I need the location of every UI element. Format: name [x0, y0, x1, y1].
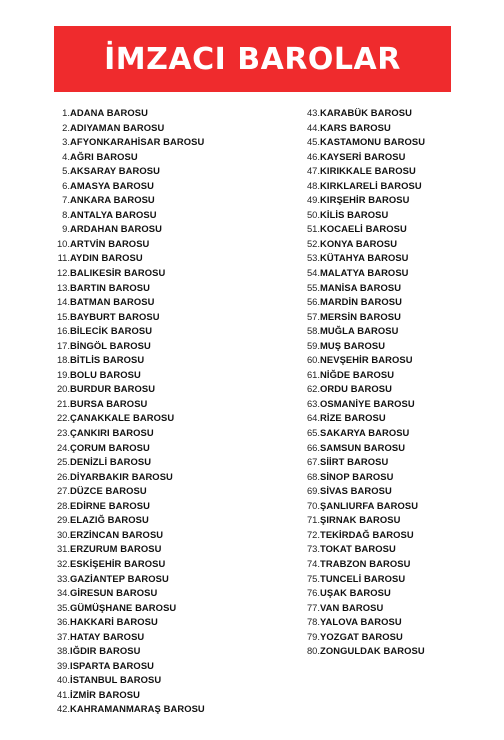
list-item-name: MUŞ BAROSU: [320, 339, 386, 351]
list-item-name: ORDU BAROSU: [320, 383, 392, 395]
list-item: [290, 150, 425, 165]
list-item-name: KASTAMONU BAROSU: [320, 136, 426, 148]
list-item: [290, 121, 425, 136]
list-item: [290, 484, 425, 499]
list-item: [40, 470, 205, 485]
list-item: [290, 208, 425, 223]
list-item-name: TOKAT BAROSU: [320, 543, 396, 555]
list-item-number: 16.: [56, 325, 70, 337]
list-item-name: ÇANKIRI BAROSU: [70, 427, 154, 439]
list-item: [40, 397, 205, 412]
list-item-number: 47.: [306, 165, 320, 177]
list-item-number: 69.: [306, 485, 320, 497]
list-item-name: IĞDIR BAROSU: [70, 645, 141, 657]
list-item-number: 31.: [56, 543, 70, 555]
list-item-number: 17.: [56, 339, 70, 351]
list-item-number: 27.: [56, 485, 70, 497]
list-item-number: 29.: [56, 514, 70, 526]
list-item: [40, 266, 205, 281]
list-item-name: GAZİANTEP BAROSU: [70, 572, 169, 584]
list-item-name: MUĞLA BAROSU: [320, 325, 399, 337]
list-item: [290, 193, 425, 208]
list-item-name: BİLECİK BAROSU: [70, 325, 153, 337]
list-item-name: KOCAELİ BAROSU: [320, 223, 407, 235]
list-item: [40, 324, 205, 339]
list-item-name: BİTLİS BAROSU: [70, 354, 145, 366]
list-item-name: ADANA BAROSU: [70, 107, 148, 118]
list-item-name: ZONGULDAK BAROSU: [320, 645, 425, 657]
list-item: [290, 179, 425, 194]
list-item: [290, 310, 425, 325]
list-item-number: 44.: [306, 121, 320, 133]
list-item-number: 15.: [56, 310, 70, 322]
list-item-name: HAKKARİ BAROSU: [70, 616, 158, 628]
list-item: [290, 441, 425, 456]
list-item-name: BATMAN BAROSU: [70, 296, 155, 308]
list-item-name: VAN BAROSU: [320, 601, 384, 613]
list-item-name: TRABZON BAROSU: [320, 557, 411, 569]
list-item-number: 59.: [306, 339, 320, 351]
list-item: [40, 222, 205, 237]
list-item-number: 53.: [306, 252, 320, 264]
list-item-number: 73.: [306, 543, 320, 555]
list-item-number: 50.: [306, 208, 320, 220]
list-item: [290, 528, 425, 543]
list-item-number: 78.: [306, 616, 320, 628]
list-item: [290, 630, 425, 645]
list-item: [290, 644, 425, 659]
list-item: [40, 601, 205, 616]
list-item: [40, 150, 205, 165]
list-item: [290, 266, 425, 281]
list-item: [40, 528, 205, 543]
list-item-name: KONYA BAROSU: [320, 237, 398, 249]
list-item: [290, 542, 425, 557]
list-item-number: 19.: [56, 368, 70, 380]
list-item-number: 51.: [306, 223, 320, 235]
list-item-number: 7.: [62, 194, 70, 206]
list-item-number: 35.: [56, 601, 70, 613]
list-item-name: ÇANAKKALE BAROSU: [70, 412, 175, 424]
list-item: [290, 368, 425, 383]
list-item-name: İZMİR BAROSU: [70, 688, 140, 700]
list-item-number: 72.: [306, 528, 320, 540]
list-item-name: EDİRNE BAROSU: [70, 499, 150, 511]
list-item-name: KARS BAROSU: [320, 121, 391, 133]
list-item: [290, 135, 425, 150]
list-item-name: KİLİS BAROSU: [320, 208, 389, 220]
list-item-name: MARDİN BAROSU: [320, 296, 403, 308]
list-item: [40, 455, 205, 470]
list-item: [40, 572, 205, 587]
list-item-name: AFYONKARAHİSAR BAROSU: [70, 136, 205, 148]
list-item-name: ANTALYA BAROSU: [70, 208, 157, 220]
list-item: [290, 499, 425, 514]
list-item: [40, 499, 205, 514]
list-item: [40, 426, 205, 441]
list-item-name: BURSA BAROSU: [70, 397, 148, 409]
list-item-number: 21.: [56, 397, 70, 409]
list-item: [40, 237, 205, 252]
list-item-name: RİZE BAROSU: [320, 412, 386, 424]
list-item-number: 49.: [306, 194, 320, 206]
list-item-name: OSMANİYE BAROSU: [320, 397, 415, 409]
list-item-number: 57.: [306, 310, 320, 322]
list-item-name: ELAZIĞ BAROSU: [70, 514, 149, 526]
list-item-number: 23.: [56, 427, 70, 439]
list-item: [40, 106, 205, 121]
list-item: [40, 411, 205, 426]
bar-list-left-column: [40, 106, 205, 717]
list-item: [40, 281, 205, 296]
list-item-name: ADIYAMAN BAROSU: [70, 121, 165, 133]
list-item: [290, 513, 425, 528]
list-item-number: 46.: [306, 150, 320, 162]
list-item-name: SİİRT BAROSU: [320, 456, 389, 468]
list-item-name: GÜMÜŞHANE BAROSU: [70, 601, 177, 613]
list-item-name: ERZURUM BAROSU: [70, 543, 162, 555]
list-item-name: MERSİN BAROSU: [320, 310, 401, 322]
list-item: [40, 441, 205, 456]
list-item-name: SİVAS BAROSU: [320, 485, 392, 497]
list-item-number: 28.: [56, 499, 70, 511]
list-item-number: 3.: [62, 136, 70, 148]
list-item-number: 75.: [306, 572, 320, 584]
list-item-name: KIRŞEHİR BAROSU: [320, 194, 410, 206]
list-item-name: NEVŞEHİR BAROSU: [320, 354, 413, 366]
list-item-name: BAYBURT BAROSU: [70, 310, 160, 322]
list-item: [40, 688, 205, 703]
list-item: [290, 251, 425, 266]
list-item-number: 54.: [306, 267, 320, 279]
title-banner: [54, 26, 451, 92]
list-item-number: 14.: [56, 296, 70, 308]
list-item-name: ISPARTA BAROSU: [70, 659, 155, 671]
list-item-number: 64.: [306, 412, 320, 424]
list-item-number: 12.: [56, 267, 70, 279]
list-item: [290, 572, 425, 587]
list-item-number: 43.: [306, 107, 320, 118]
list-item-number: 34.: [56, 587, 70, 599]
list-item-number: 70.: [306, 499, 320, 511]
list-item: [40, 164, 205, 179]
list-item-name: ARTVİN BAROSU: [70, 237, 150, 249]
list-item: [40, 615, 205, 630]
list-item-number: 60.: [306, 354, 320, 366]
list-item-name: AYDIN BAROSU: [70, 252, 143, 264]
list-item-name: KIRIKKALE BAROSU: [320, 165, 416, 177]
list-item-number: 41.: [56, 688, 70, 700]
list-item: [290, 455, 425, 470]
list-item-name: İSTANBUL BAROSU: [70, 674, 162, 686]
list-item-number: 40.: [56, 674, 70, 686]
list-item-name: KAHRAMANMARAŞ BAROSU: [70, 703, 205, 715]
list-item: [290, 557, 425, 572]
list-item-name: SAMSUN BAROSU: [320, 441, 406, 453]
list-item: [40, 295, 205, 310]
list-item: [40, 121, 205, 136]
list-item-name: ESKİŞEHİR BAROSU: [70, 557, 166, 569]
list-item: [40, 659, 205, 674]
list-item: [40, 702, 205, 717]
list-item-number: 24.: [56, 441, 70, 453]
list-item-number: 10.: [56, 237, 70, 249]
list-item-number: 20.: [56, 383, 70, 395]
list-item-number: 18.: [56, 354, 70, 366]
list-item-name: BİNGÖL BAROSU: [70, 339, 151, 351]
list-item: [290, 339, 425, 354]
list-item-name: BARTIN BAROSU: [70, 281, 150, 293]
list-item-name: MANİSA BAROSU: [320, 281, 402, 293]
list-item-name: TEKİRDAĞ BAROSU: [320, 528, 414, 540]
list-item-name: GİRESUN BAROSU: [70, 587, 158, 599]
list-item-number: 71.: [306, 514, 320, 526]
list-item-number: 38.: [56, 645, 70, 657]
list-item-name: UŞAK BAROSU: [320, 587, 391, 599]
list-item: [290, 353, 425, 368]
list-item: [290, 164, 425, 179]
list-item: [40, 644, 205, 659]
list-item-name: YALOVA BAROSU: [320, 616, 402, 628]
list-item-name: YOZGAT BAROSU: [320, 630, 403, 642]
list-item-number: 56.: [306, 296, 320, 308]
list-item-number: 4.: [62, 150, 70, 162]
list-item-name: KAYSERİ BAROSU: [320, 150, 406, 162]
list-item: [40, 484, 205, 499]
list-item-number: 74.: [306, 557, 320, 569]
list-item: [290, 586, 425, 601]
list-item-name: ANKARA BAROSU: [70, 194, 155, 206]
list-item: [40, 179, 205, 194]
list-item: [290, 281, 425, 296]
list-item-number: 11.: [57, 252, 70, 264]
list-item-name: HATAY BAROSU: [70, 630, 145, 642]
list-item-number: 67.: [306, 456, 320, 468]
list-item-name: NİĞDE BAROSU: [320, 368, 395, 380]
list-item-name: BURDUR BAROSU: [70, 383, 156, 395]
list-item: [290, 382, 425, 397]
list-item: [290, 295, 425, 310]
list-item-number: 32.: [56, 557, 70, 569]
list-item: [40, 251, 205, 266]
list-item-number: 80.: [306, 645, 320, 657]
list-item-number: 76.: [306, 587, 320, 599]
list-item-name: ŞANLIURFA BAROSU: [320, 499, 419, 511]
list-item-name: AMASYA BAROSU: [70, 179, 154, 191]
list-item: [40, 368, 205, 383]
page-title: İMZACI BAROLAR: [104, 41, 401, 77]
list-item: [40, 208, 205, 223]
list-item-number: 26.: [56, 470, 70, 482]
list-item: [290, 470, 425, 485]
list-item-name: KARABÜK BAROSU: [320, 107, 413, 118]
list-item: [290, 615, 425, 630]
list-item-number: 65.: [306, 427, 320, 439]
list-item-number: 8.: [62, 208, 70, 220]
list-item: [40, 630, 205, 645]
list-item-name: KÜTAHYA BAROSU: [320, 252, 409, 264]
list-item-name: DENİZLİ BAROSU: [70, 456, 152, 468]
list-item: [40, 542, 205, 557]
list-item-name: BOLU BAROSU: [70, 368, 141, 380]
list-item-number: 58.: [306, 325, 320, 337]
list-item: [290, 222, 425, 237]
list-item-number: 36.: [56, 616, 70, 628]
list-item-number: 55.: [306, 281, 320, 293]
list-item-name: DÜZCE BAROSU: [70, 485, 147, 497]
list-item-number: 39.: [56, 659, 70, 671]
list-item: [40, 353, 205, 368]
list-item-name: SAKARYA BAROSU: [320, 427, 410, 439]
list-item-name: BALIKESİR BAROSU: [70, 267, 166, 279]
list-item-name: ÇORUM BAROSU: [70, 441, 150, 453]
list-item: [290, 324, 425, 339]
list-item: [40, 557, 205, 572]
list-item-number: 1.: [62, 107, 70, 118]
list-item: [290, 426, 425, 441]
list-item-number: 61.: [306, 368, 320, 380]
list-item-number: 45.: [306, 136, 320, 148]
list-item-number: 5.: [62, 165, 70, 177]
list-item: [40, 339, 205, 354]
list-item-name: AĞRI BAROSU: [70, 150, 138, 162]
list-item-number: 22.: [56, 412, 70, 424]
list-item: [40, 673, 205, 688]
list-item-name: KIRKLARELİ BAROSU: [320, 179, 422, 191]
list-item-number: 52.: [306, 237, 320, 249]
list-item-name: SİNOP BAROSU: [320, 470, 394, 482]
list-item-number: 2.: [62, 121, 70, 133]
list-item-number: 37.: [56, 630, 70, 642]
list-item: [40, 513, 205, 528]
list-item-number: 66.: [306, 441, 320, 453]
list-item-name: ERZİNCAN BAROSU: [70, 528, 164, 540]
list-item: [290, 397, 425, 412]
list-item-name: MALATYA BAROSU: [320, 267, 409, 279]
list-item-name: ARDAHAN BAROSU: [70, 223, 163, 235]
list-item-number: 79.: [306, 630, 320, 642]
list-item-name: ŞIRNAK BAROSU: [320, 514, 401, 526]
list-item: [290, 237, 425, 252]
list-item: [40, 193, 205, 208]
list-item-number: 30.: [56, 528, 70, 540]
list-item-number: 42.: [56, 703, 70, 715]
list-item-number: 25.: [56, 456, 70, 468]
list-item: [290, 601, 425, 616]
list-item: [40, 382, 205, 397]
list-item-name: TUNCELİ BAROSU: [320, 572, 406, 584]
list-item: [40, 310, 205, 325]
list-item-number: 68.: [306, 470, 320, 482]
list-item-name: DİYARBAKIR BAROSU: [70, 470, 173, 482]
list-item: [290, 411, 425, 426]
bar-list-right-column: [290, 106, 425, 659]
list-item: [40, 586, 205, 601]
list-item-number: 33.: [56, 572, 70, 584]
list-item-number: 9.: [62, 223, 70, 235]
list-item-number: 48.: [306, 179, 320, 191]
list-item: [40, 135, 205, 150]
list-item-number: 62.: [306, 383, 320, 395]
list-item-number: 6.: [62, 179, 70, 191]
list-item-number: 63.: [306, 397, 320, 409]
list-item-number: 13.: [56, 281, 70, 293]
list-item: [290, 106, 425, 121]
list-item-name: AKSARAY BAROSU: [70, 165, 160, 177]
list-item-number: 77.: [306, 601, 320, 613]
